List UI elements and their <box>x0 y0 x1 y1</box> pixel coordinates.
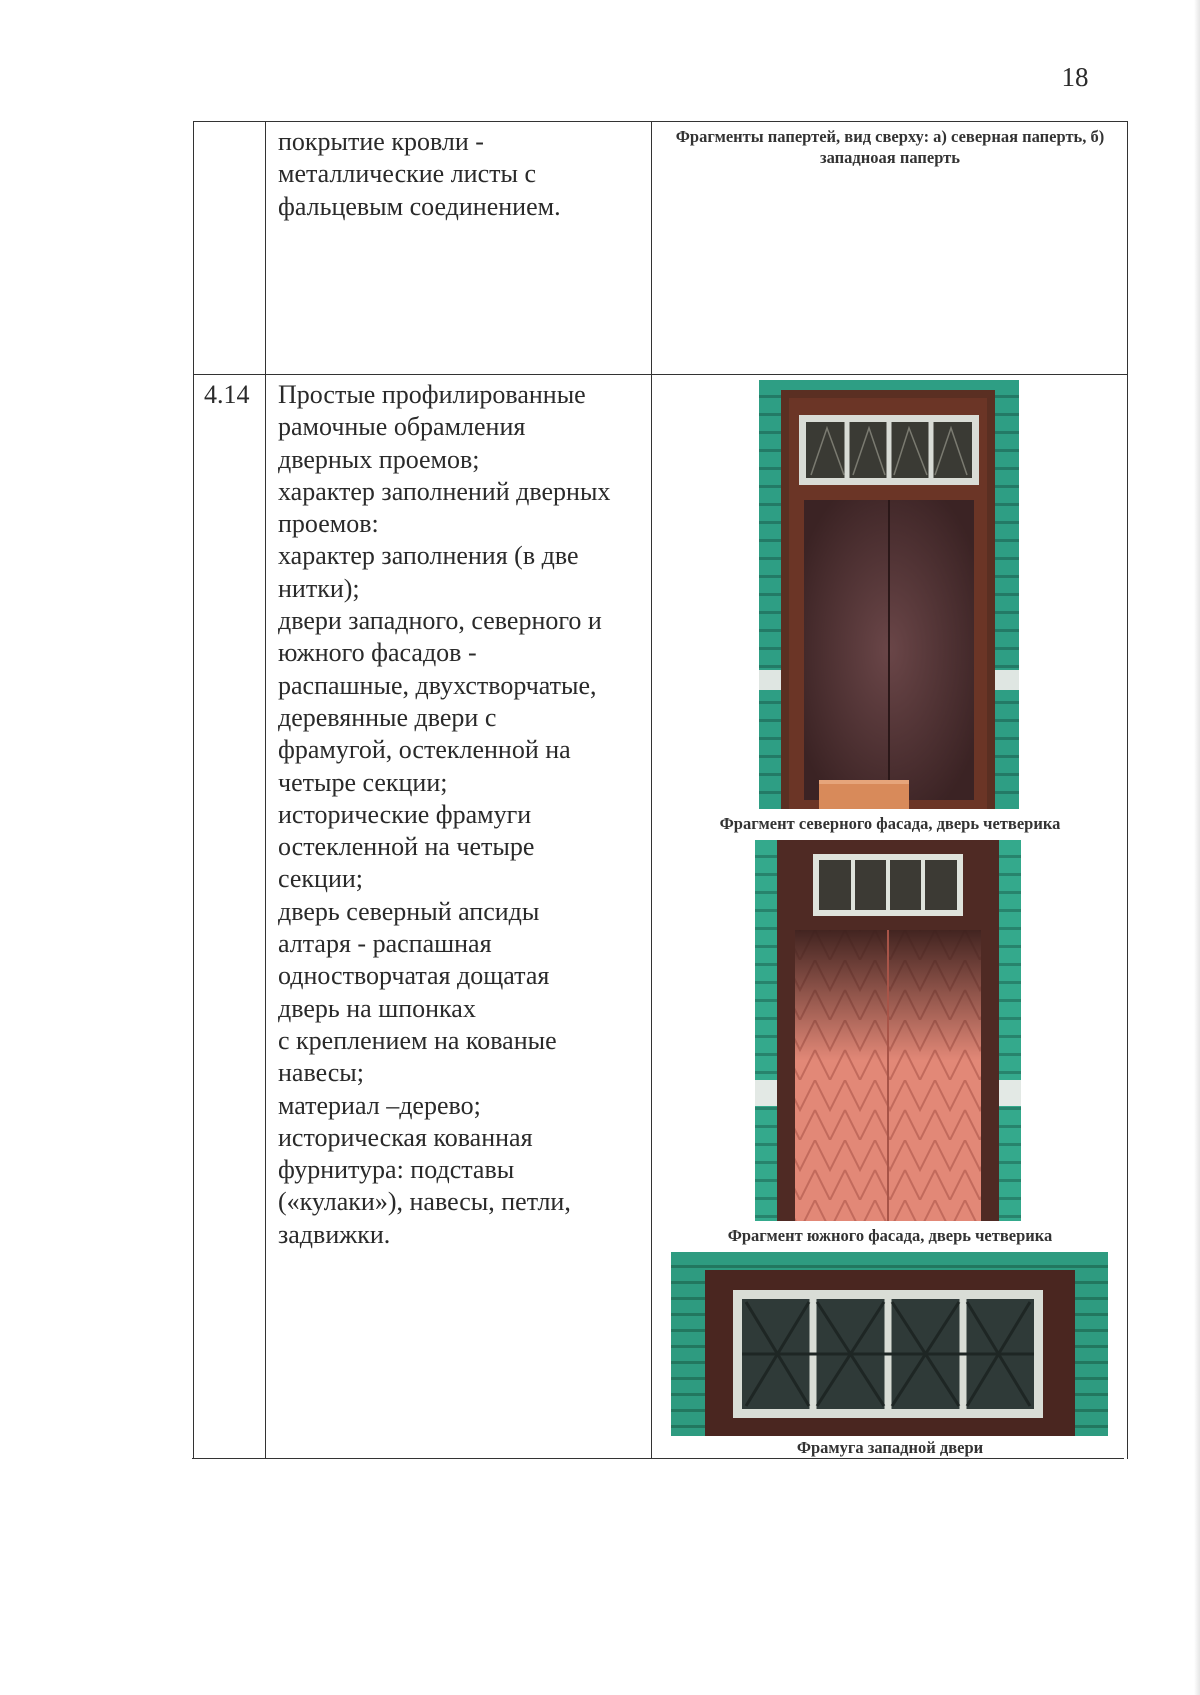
row-1-description <box>278 126 648 223</box>
page-edge-shadow <box>1194 0 1200 1695</box>
text-line: двери западного, северного и <box>278 606 602 636</box>
text-line: с креплением на кованые <box>278 1025 557 1055</box>
text-line: нитки); <box>278 573 360 603</box>
table-row-divider <box>193 374 1128 375</box>
text-line: одностворчатая дощатая <box>278 961 550 991</box>
text-line: распашные, двухстворчатые, <box>278 670 597 700</box>
text-line: четыре секции; <box>278 767 448 797</box>
text-line: характер заполнения (в две <box>278 541 579 571</box>
text-line: характер заполнений дверных <box>278 476 611 506</box>
text-line: остекленной на четыре <box>278 832 535 862</box>
text-line: дверь на шпонках <box>278 993 476 1023</box>
text-line: алтаря - распашная <box>278 929 492 959</box>
north-door-photo <box>759 380 1019 809</box>
text-line: фрамугой, остекленной на <box>278 735 571 765</box>
text-line: фурнитура: подставы <box>278 1155 515 1185</box>
text-line: рамочные обрамления <box>278 412 526 442</box>
text-line: фальцевым соединением. <box>278 191 561 221</box>
text-line: («кулаки»), навесы, петли, <box>278 1187 571 1217</box>
table-col-divider-1 <box>265 121 266 1459</box>
text-line: исторические фрамуги <box>278 799 532 829</box>
table-col-divider-2 <box>651 121 652 1459</box>
photo-caption: Фрамуга западной двери <box>796 1438 984 1457</box>
table-border-top <box>193 121 1128 122</box>
table-border-bottom <box>192 1458 1124 1459</box>
photo-caption: Фрагменты папертей, вид сверху: а) северная паперть, б) западноая паперть <box>675 127 1105 167</box>
text-line: дверных проемов; <box>278 444 480 474</box>
text-line: дверь северный апсиды <box>278 896 540 926</box>
west-transom-photo <box>671 1252 1108 1436</box>
text-line: историческая кованная <box>278 1122 533 1152</box>
south-door-photo <box>755 840 1021 1221</box>
text-line: деревянные двери с <box>278 702 497 732</box>
text-line: проемов: <box>278 509 379 539</box>
table-border-right <box>1127 121 1128 1459</box>
text-line: металлические листы с <box>278 159 536 189</box>
photo-caption: Фрагмент южного фасада, дверь четверика <box>727 1226 1053 1245</box>
photo-caption: Фрагмент северного фасада, дверь четверика <box>719 814 1061 833</box>
text-line: навесы; <box>278 1058 364 1088</box>
table-border-left <box>193 121 194 1459</box>
row-2-description <box>278 379 648 1251</box>
row-number: 4.14 <box>204 380 250 409</box>
text-line: материал –дерево; <box>278 1090 481 1120</box>
page-number: 18 <box>1061 62 1089 92</box>
text-line: секции; <box>278 864 363 894</box>
text-line: задвижки. <box>278 1219 391 1249</box>
text-line: Простые профилированные <box>278 380 586 409</box>
text-line: южного фасадов - <box>278 638 477 668</box>
text-line: покрытие кровли - <box>278 127 484 156</box>
